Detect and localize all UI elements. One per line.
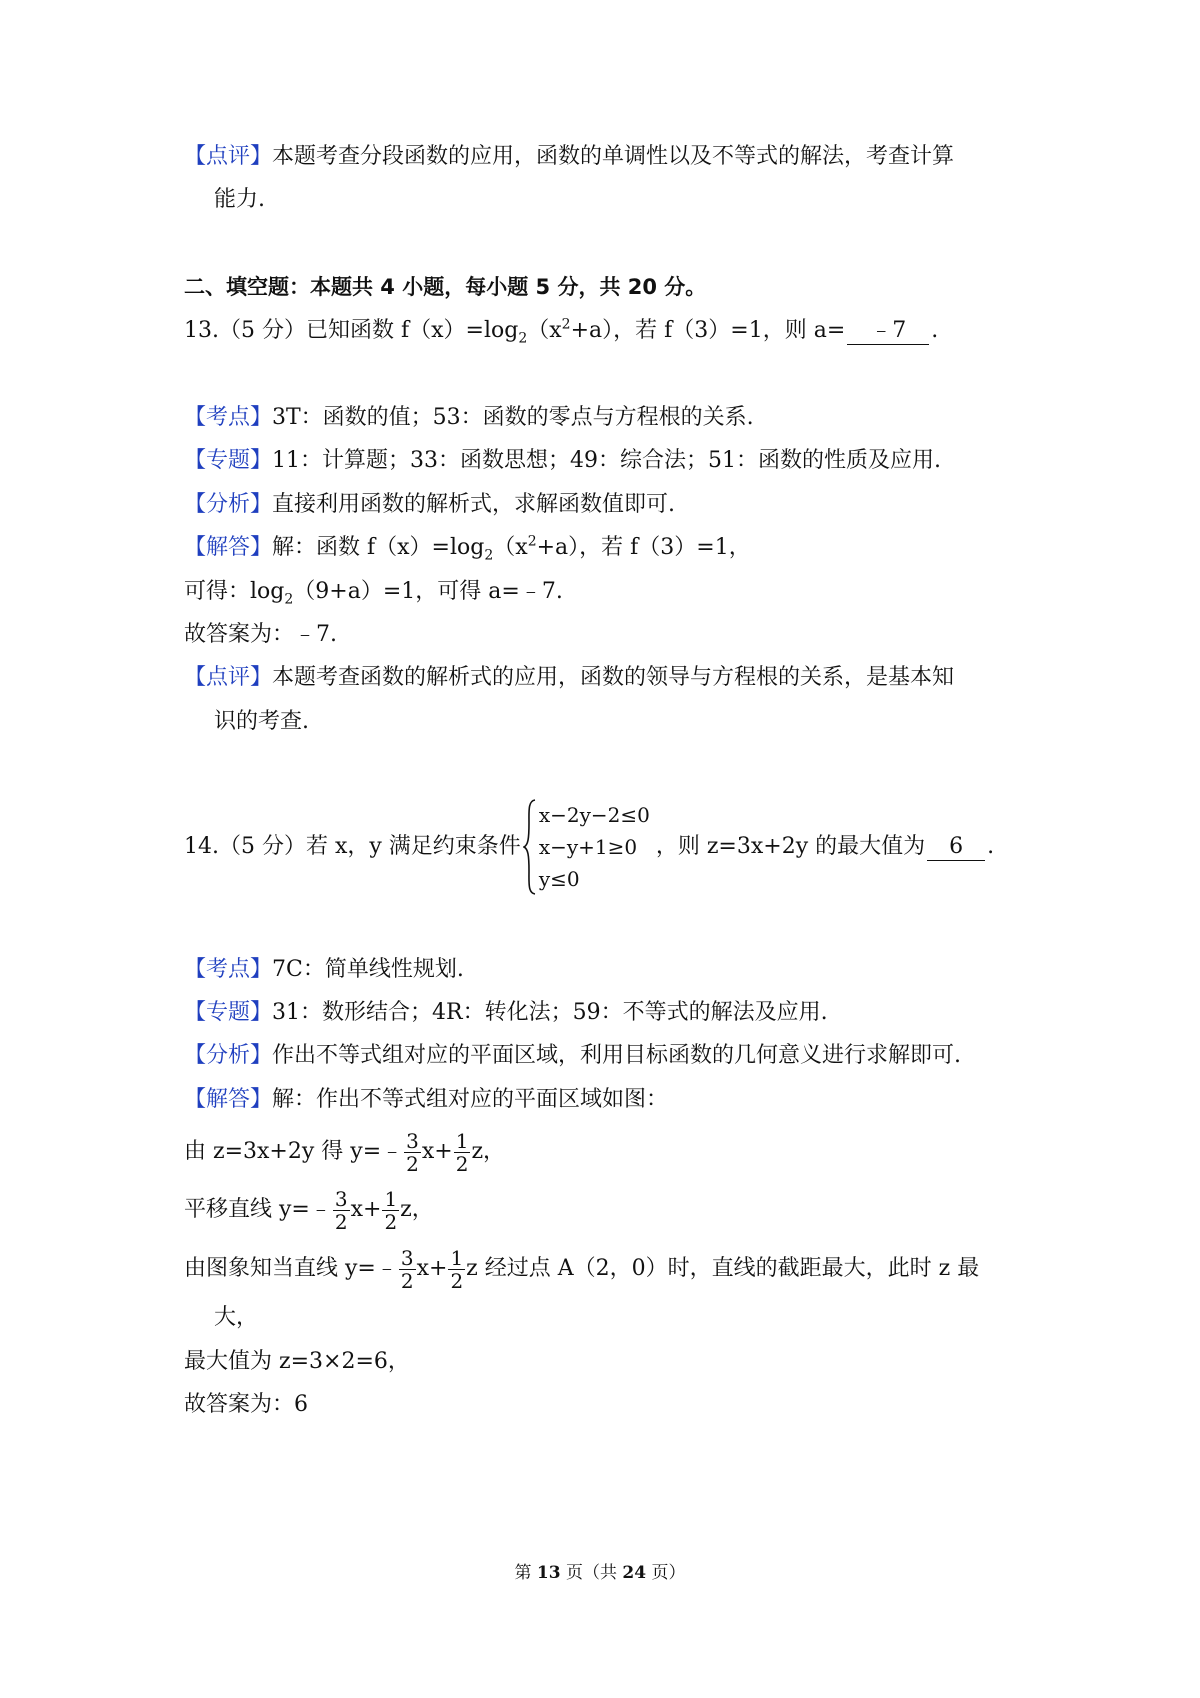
q14-fenxi-tag: 【分析】 xyxy=(184,1043,273,1068)
q14-line-b xyxy=(184,1184,434,1236)
q14-max-value: 最大值为 z=3×2=6， xyxy=(184,1349,410,1374)
q13-kaodian xyxy=(184,402,754,434)
q14-fenxi xyxy=(184,1040,961,1072)
review1-text1: 本题考查分段函数的应用，函数的单调性以及不等式的解法，考查计算 xyxy=(272,144,955,169)
frac-den: 2 xyxy=(450,1268,464,1293)
q13-stem-mid2: +a），若 f（3）=1，则 a= xyxy=(570,318,846,343)
q14-zhuanti-tag: 【专题】 xyxy=(184,1000,273,1025)
frac-den: 2 xyxy=(400,1268,414,1293)
q14-constraint-2: x−y+1≥0 xyxy=(538,835,638,859)
frac-den: 2 xyxy=(455,1151,469,1176)
q13-conclusion: 故答案为：﹣7. xyxy=(184,622,337,647)
fraction-one-half xyxy=(382,1188,399,1233)
q14-line-b-post: z， xyxy=(400,1197,434,1222)
fraction-three-halves xyxy=(399,1247,416,1292)
q14-constraint-1: x−2y−2≤0 xyxy=(538,803,650,827)
q14-stem-mid: ，则 z=3x+2y 的最大值为 xyxy=(655,834,926,859)
q13-review-line2: 识的考查. xyxy=(214,709,309,734)
q14-jieda xyxy=(184,1084,668,1116)
footer-pre: 第 xyxy=(514,1563,537,1583)
q14-line-b-mid: x+ xyxy=(350,1197,382,1222)
fraction-one-half xyxy=(448,1247,465,1292)
q13-stem-sup: 2 xyxy=(561,316,571,333)
q14-line-a-mid: x+ xyxy=(421,1139,453,1164)
q13-fenxi-tag: 【分析】 xyxy=(184,492,273,517)
section2-title: 二、填空题：本题共 4 小题，每小题 5 分，共 20 分。 xyxy=(184,275,707,299)
frac-num: 3 xyxy=(334,1186,348,1211)
left-brace-icon xyxy=(523,799,537,895)
frac-num: 1 xyxy=(455,1128,469,1153)
q13-stem-end: . xyxy=(931,318,939,343)
q13-stem-pre: 13.（5 分）已知函数 f（x）=log xyxy=(184,318,519,343)
q13-fenxi-text: 直接利用函数的解析式，求解函数值即可. xyxy=(272,492,676,517)
q13-kaodian-text: 3T：函数的值；53：函数的零点与方程根的关系. xyxy=(272,405,754,430)
review1-line2: 能力. xyxy=(214,187,265,212)
q13-jieda-sup: 2 xyxy=(527,533,537,550)
q14-stem xyxy=(184,792,994,902)
frac-den: 2 xyxy=(384,1209,398,1234)
footer-total-pages: 24 xyxy=(622,1563,647,1583)
q14-line-c-mid: x+ xyxy=(416,1256,448,1281)
q13-zhuanti xyxy=(184,445,941,477)
fraction-three-halves xyxy=(404,1130,421,1175)
q14-stem-pre: 14.（5 分）若 x，y 满足约束条件 xyxy=(184,834,521,859)
q14-kaodian xyxy=(184,954,464,986)
fraction-three-halves xyxy=(333,1188,350,1233)
q13-step1-post: （9+a）=1，可得 a=﹣7. xyxy=(293,579,563,604)
q14-line-a xyxy=(184,1126,505,1178)
q14-zhuanti xyxy=(184,997,828,1029)
review1-line1 xyxy=(184,141,954,173)
q13-step1-pre: 可得：log xyxy=(184,579,285,604)
q14-fenxi-text: 作出不等式组对应的平面区域，利用目标函数的几何意义进行求解即可. xyxy=(272,1043,962,1068)
q14-line-c xyxy=(184,1243,979,1295)
q13-fenxi xyxy=(184,489,675,521)
q14-line-c-cont: 大， xyxy=(214,1305,259,1330)
q13-step1-sub: 2 xyxy=(284,591,294,608)
q13-zhuanti-text: 11：计算题；33：函数思想；49：综合法；51：函数的性质及应用. xyxy=(272,448,941,473)
q13-jieda-mid1: （x xyxy=(493,535,528,560)
q13-jieda xyxy=(184,532,751,564)
q13-review-tag: 【点评】 xyxy=(184,665,273,690)
q14-jieda-text: 解：作出不等式组对应的平面区域如图： xyxy=(272,1087,669,1112)
q13-step1 xyxy=(184,576,563,608)
q13-review xyxy=(184,662,954,694)
footer-page-number: 13 xyxy=(536,1563,561,1583)
q13-answer-blank: ﹣7 xyxy=(847,318,929,345)
footer-post: 页） xyxy=(646,1563,686,1583)
frac-num: 1 xyxy=(450,1245,464,1270)
q14-line-b-pre: 平移直线 y=﹣ xyxy=(184,1197,332,1222)
q14-kaodian-text: 7C：简单线性规划. xyxy=(272,957,464,982)
q13-stem-mid1: （x xyxy=(527,318,562,343)
q14-conclusion: 故答案为：6 xyxy=(184,1392,308,1417)
fraction-one-half xyxy=(454,1130,471,1175)
q13-jieda-tag: 【解答】 xyxy=(184,535,273,560)
q14-line-a-pre: 由 z=3x+2y 得 y=﹣ xyxy=(184,1139,404,1164)
q13-jieda-mid2: +a），若 f（3）=1， xyxy=(536,535,751,560)
q14-line-c-pre: 由图象知当直线 y=﹣ xyxy=(184,1256,398,1281)
q14-zhuanti-text: 31：数形结合；4R：转化法；59：不等式的解法及应用. xyxy=(272,1000,828,1025)
q13-zhuanti-tag: 【专题】 xyxy=(184,448,273,473)
q14-constraint-3: y≤0 xyxy=(538,867,580,891)
frac-den: 2 xyxy=(334,1209,348,1234)
q13-kaodian-tag: 【考点】 xyxy=(184,405,273,430)
q14-stem-end: . xyxy=(987,834,995,859)
q13-stem-sub: 2 xyxy=(518,330,528,347)
q14-kaodian-tag: 【考点】 xyxy=(184,957,273,982)
q14-jieda-tag: 【解答】 xyxy=(184,1087,273,1112)
q14-answer-blank: 6 xyxy=(927,834,985,861)
review1-tag: 【点评】 xyxy=(184,144,273,169)
q13-stem xyxy=(184,315,938,347)
q14-constraint-system xyxy=(523,799,650,895)
q14-line-a-post: z， xyxy=(471,1139,506,1164)
footer-mid: 页（共 xyxy=(560,1563,623,1583)
q13-jieda-pre: 解：函数 f（x）=log xyxy=(272,535,485,560)
q14-line-c-post: z 经过点 A（2，0）时，直线的截距最大，此时 z 最 xyxy=(466,1256,980,1281)
q13-review-text1: 本题考查函数的解析式的应用，函数的领导与方程根的关系，是基本知 xyxy=(272,665,955,690)
frac-num: 3 xyxy=(400,1245,414,1270)
page-footer xyxy=(0,1558,1200,1583)
q13-jieda-sub: 2 xyxy=(484,547,494,564)
frac-num: 1 xyxy=(384,1186,398,1211)
frac-num: 3 xyxy=(406,1128,419,1153)
frac-den: 2 xyxy=(406,1151,419,1176)
